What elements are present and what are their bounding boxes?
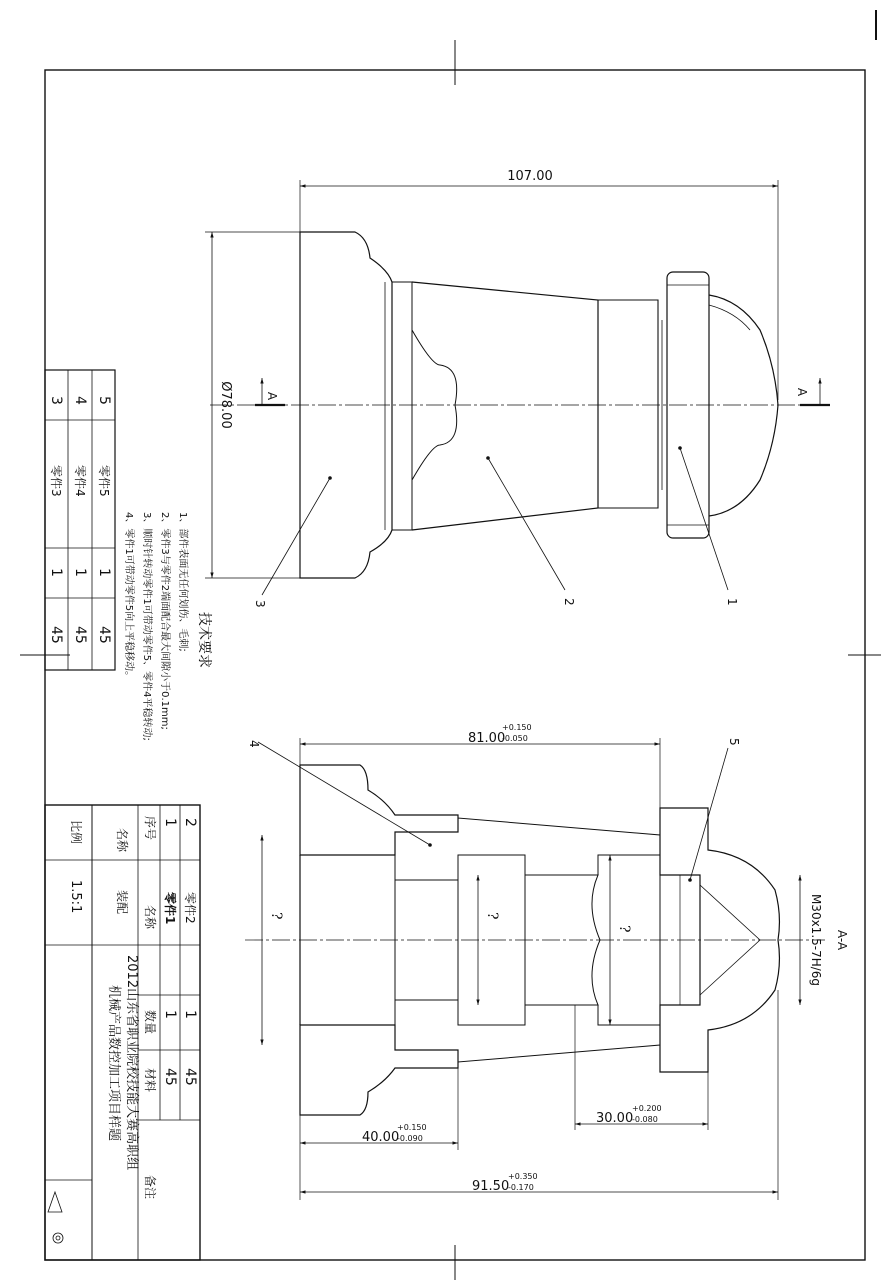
bom-row-1-qty: 1: [162, 1010, 178, 1019]
dim-overall-length: 107.00: [507, 169, 553, 184]
bom-row-2-qty: 1: [182, 1010, 198, 1019]
bom-row-4-material: 45: [72, 626, 88, 644]
bom-row-4-name: 零件4: [73, 465, 87, 497]
bom-row-3-name: 零件3: [49, 465, 63, 497]
bom-row-1-name: 零件1: [163, 892, 177, 925]
cut-label-left: A: [265, 391, 279, 401]
bom-row-2-no: 2: [182, 818, 198, 827]
dim-diameter: Ø78.00: [218, 381, 233, 429]
tech-req-item-4: 4、零件1可带动零件5向上平稳移动。: [123, 512, 134, 682]
dim-step-length: 40.00: [362, 1130, 400, 1145]
title-project-line1: 2012山东省职业院校技能大赛高职组: [124, 955, 139, 1171]
bom-row-5-name: 零件5: [97, 465, 111, 497]
exterior-view: [205, 180, 830, 595]
balloon-2: 2: [562, 598, 576, 606]
bom-row-2-name: 零件2: [183, 892, 197, 924]
bom-row-3-qty: 1: [48, 568, 64, 577]
balloon-1: 1: [725, 598, 739, 606]
balloon-4: 4: [247, 740, 261, 748]
dim-bore-length-upper: +0.150: [502, 723, 532, 732]
dim-step-length-lower: -0.090: [397, 1134, 423, 1143]
tech-req-item-3: 3、顺时针转动零件1可带动零件5、零件4平稳转动;: [141, 512, 152, 741]
dim-cap-length-upper: +0.200: [632, 1104, 662, 1113]
dim-thread: M30x1.5-7H/6g: [809, 893, 823, 987]
bom-header-name: 名称: [143, 905, 157, 930]
dim-total-length-lower: -0.170: [508, 1183, 534, 1192]
bom-row-5-material: 45: [96, 626, 112, 644]
dim-cap-length: 30.00: [596, 1111, 634, 1126]
tech-req-title: 技术要求: [196, 612, 212, 668]
dim-bore-length: 81.00: [468, 731, 506, 746]
tech-req-item-2: 2、零件3与零件2端面配合最大间隙小于0.1mm;: [159, 512, 170, 730]
title-name-label: 名称: [115, 828, 129, 853]
bom-table: [45, 370, 115, 670]
title-name-value: 装配: [115, 890, 129, 915]
balloon-3: 3: [253, 600, 267, 608]
bom-row-3-no: 3: [48, 396, 64, 405]
bom-row-5-qty: 1: [96, 568, 112, 577]
bom-row-3-material: 45: [48, 626, 64, 644]
dim-bore-length-lower: -0.050: [502, 734, 528, 743]
dim-cap-length-lower: -0.080: [632, 1115, 658, 1124]
bom-header-remark: 备注: [143, 1175, 157, 1200]
dim-step-length-upper: +0.150: [397, 1123, 427, 1132]
bom-row-2-material: 45: [182, 1068, 198, 1086]
section-title: A-A: [835, 929, 849, 951]
unknown-dim-inner: ?: [484, 912, 500, 920]
title-project-line2: 机械产品数控加工项目样题: [106, 985, 121, 1142]
tech-req-item-1: 1、部件表面无任何划伤、毛刺;: [177, 512, 188, 652]
cut-label-right: A: [795, 387, 809, 397]
dim-total-length: 91.50: [472, 1179, 510, 1194]
unknown-dim-mid: ?: [616, 925, 632, 933]
bom-header-material: 材料: [143, 1068, 157, 1093]
bom-header-no: 序号: [143, 816, 157, 841]
bom-row-1-no: 1: [162, 818, 178, 827]
unknown-dim-bore: ?: [268, 912, 284, 920]
section-view: [245, 738, 825, 1200]
balloon-5: 5: [727, 738, 741, 746]
bom-row-1-material: 45: [162, 1068, 178, 1086]
bom-header-qty: 数量: [143, 1010, 157, 1035]
bom-row-5-no: 5: [96, 396, 112, 405]
bom-row-4-no: 4: [72, 396, 88, 405]
bom-row-4-qty: 1: [72, 568, 88, 577]
title-scale-label: 比例: [69, 820, 83, 845]
title-scale-value: 1.5:1: [68, 880, 83, 914]
dim-total-length-upper: +0.350: [508, 1172, 538, 1181]
title-block: [45, 805, 200, 1260]
